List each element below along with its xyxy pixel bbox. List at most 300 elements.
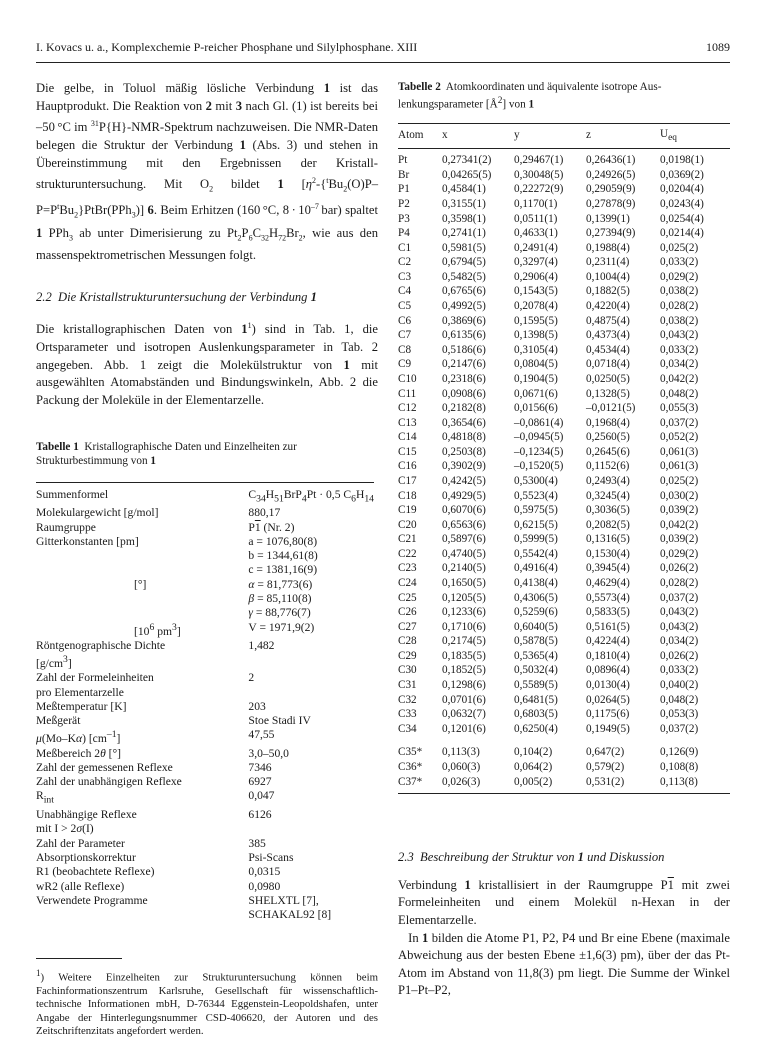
page-number: 1089 [706,40,730,54]
table1-row [36,728,374,746]
table2-row [398,299,730,314]
atom-label: C26 [398,606,417,619]
table2-cell: 0,2493(4) [586,474,630,487]
table2-cell: 0,2503(8) [442,445,486,458]
table1-label: mit I > 2σ(I) [36,822,94,836]
atom-label: C3 [398,270,412,283]
table2-cell: 0,026(3) [442,775,481,788]
table2-cell: 0,26436(1) [586,154,636,167]
atom-label: C33 [398,708,417,721]
table1-value: β = 85,110(8) [248,592,312,605]
table2-row [398,240,730,255]
table2-atom-coordinates [398,124,730,143]
table2-cell: 0,6135(6) [442,329,486,342]
table2-cell: 0,0254(4) [660,212,704,225]
table2-cell: –0,1520(5) [514,460,564,473]
table2-row [398,372,730,387]
table2-row [398,270,730,285]
table2-cell: 0,2182(8) [442,402,486,415]
atom-label: C14 [398,431,417,444]
table2-cell: 0,5833(5) [586,606,630,619]
table2-cell: 0,5259(6) [514,606,558,619]
table2-row [398,197,730,212]
table2-cell: 0,1233(6) [442,606,486,619]
table2-cell: 0,4818(8) [442,431,486,444]
table2-cell: 0,5032(4) [514,664,558,677]
table2-cell: 0,0632(7) [442,708,486,721]
table1-label: Unabhängige Reflexe [36,808,137,822]
table2-cell: 0,1710(6) [442,620,486,633]
table2-cell: 0,5365(4) [514,649,558,662]
table2-cell: 0,3105(4) [514,343,558,356]
table1-label: wR2 (alle Reflexe) [36,879,125,893]
table2-col-ueq: $U_{eq}$ [660,127,677,143]
table2-cell: 0,064(2) [514,760,553,773]
table1-row [36,606,374,620]
table2-row [398,430,730,445]
table1-label: $R_{int}$ [36,789,54,806]
table1-row [36,714,374,728]
footnote: $^1$) Weitere Einzelheiten zur Strukturuntersuchung können beim Fachinformationszentrum Karlsruhe, Gesellschaft für wissenschaftlich-technische Informationen mbH, D-76344 Eggenstein-Leopoldshafen, unter Angabe der Hinterlegungsnummer CSD-406620, der Autoren und des Zeitschriftenzitats angefordert werden. [36,968,378,1037]
table1-label: Zahl der unabhängigen Reflexe [36,775,182,789]
table2-cell: 0,6040(5) [514,620,558,633]
table2-cell: 0,0204(4) [660,183,704,196]
atom-label: C7 [398,329,412,342]
atom-label: C34 [398,722,417,735]
table1-row [36,789,374,808]
table2-cell: 0,3902(9) [442,460,486,473]
atom-label: C31 [398,679,417,692]
table2-cell: 0,1810(4) [586,649,630,662]
table2-col-x: x [442,129,448,142]
table1-value: α = 81,773(6) [248,577,313,591]
table2-cell: 0,1170(1) [514,197,558,210]
table1-label: Raumgruppe [36,520,96,534]
table2-cell: 0,0804(5) [514,358,558,371]
table2-cell: 0,4220(4) [586,300,630,313]
table1-row [36,592,374,606]
table2-row [398,517,730,532]
table2-cell: 0,4584(1) [442,183,486,196]
table2-cell: 0,038(2) [660,285,699,298]
table2-row [398,745,730,760]
table2-cell: 0,3654(6) [442,416,486,429]
table2-cell: 0,29059(9) [586,183,636,196]
table2-cell: 0,5186(6) [442,343,486,356]
table2-cell: –0,1234(5) [514,445,564,458]
table2-cell: 0,025(2) [660,241,699,254]
table2-cell: 0,113(3) [442,746,480,759]
table2-row [398,532,730,547]
table2-cell: 0,6803(5) [514,708,558,721]
table2-cell: 0,647(2) [586,746,625,759]
table2-cell: 0,126(9) [660,746,699,759]
table2-cell: 0,5542(4) [514,547,558,560]
table2-cell: 0,0701(6) [442,693,486,706]
table2-cell: 0,6563(6) [442,518,486,531]
table1-row [36,671,374,685]
table2-cell: 0,1399(1) [586,212,630,225]
table2-row [398,168,730,183]
table2-cell: –0,0945(5) [514,431,564,444]
atom-label: C22 [398,547,417,560]
atom-label: Pt [398,154,408,167]
table1-value [248,686,374,700]
table2-cell: 0,1968(4) [586,416,630,429]
table1-label [36,563,248,577]
table2-cell: 0,055(3) [660,402,699,415]
table2-cell: –0,0121(5) [586,402,636,415]
atom-label: C10 [398,372,417,385]
table1-value [248,653,374,671]
atom-label: C1 [398,241,412,254]
atom-label: C21 [398,533,417,546]
table2-cell: 0,2906(4) [514,270,558,283]
table1-label: Zahl der Parameter [36,836,125,850]
table2-header-row [398,124,730,143]
table2-cell: 0,1949(5) [586,722,630,735]
table1-value: SCHAKAL92 [8] [248,908,332,922]
table2-row [398,401,730,416]
table2-cell: 0,4633(1) [514,227,558,240]
table2-cell: 0,5981(5) [442,241,486,254]
table2-cell: 0,2491(4) [514,241,558,254]
atom-label: C32 [398,693,417,706]
atom-label: C23 [398,562,417,575]
table2-caption: Tabelle 2 Atomkoordinaten und äquivalente isotrope Auslenkungsparameter $[Å^2]$ von 1 [398,81,662,111]
table2-cell: 0,3869(6) [442,314,486,327]
atom-label: Br [398,168,410,181]
table1-label: Zahl der Formeleinheiten [36,671,154,685]
table2-cell: 0,0908(6) [442,387,486,400]
table1-row [36,880,374,894]
table2-cell: 0,1175(6) [586,708,630,721]
table2-row [398,211,730,226]
table2-cell: 0,1904(5) [514,372,558,385]
table2-cell: 0,1328(5) [586,387,630,400]
atom-label: C2 [398,256,412,269]
table1-label: Meßgerät [36,714,81,728]
table2-cell: 0,3297(4) [514,256,558,269]
table1-value: 3,0–50,0 [248,746,289,760]
table1-value: γ = 88,776(7) [248,606,311,620]
table1-value: 203 [248,699,266,713]
table1-label [36,908,248,922]
table2-cell: 0,5999(5) [514,533,558,546]
table1-value: V = 1971,9(2) [248,620,315,634]
table2-cell: 0,5482(5) [442,270,486,283]
table2-cell: 0,5975(5) [514,504,558,517]
table1-value: 0,047 [248,789,275,803]
table2-cell: 0,30048(5) [514,168,564,181]
section-heading-2-2: 2.2 Die Kristallstrukturuntersuchung der Verbindung 1 [36,290,317,305]
table2-row [398,415,730,430]
table1-value [248,822,374,836]
table2-cell: 0,4875(4) [586,314,630,327]
table2-cell: 0,1152(6) [586,460,630,473]
table2-cell: 0,040(2) [660,679,699,692]
table2-cell: 0,4373(4) [586,329,630,342]
table1-row [36,506,374,520]
table2-cell: 0,3598(1) [442,212,486,225]
table2-cell: 0,1398(5) [514,329,558,342]
table1-label: Röntgenographische Dichte [36,638,166,652]
structure-paragraph-2: In 1 bilden die Atome P1, P2, P4 und Br eine Ebene (maximale Abweichung aus der besten Ebene ±1,6(3) pm), über der das Pt-Atom im Abstand von 11,8(3) pm liegt. Die Summe der Winkel P1–Pt–P2, [398,930,730,998]
table2-cell: 0,4534(4) [586,343,630,356]
atom-label: C24 [398,577,417,590]
table1-label: Summenformel [36,487,109,501]
table2-row [398,488,730,503]
table2-cell: 0,025(2) [660,474,699,487]
table1-label: Absorptionskorrektur [36,850,136,864]
atom-label: C20 [398,518,417,531]
table2-body-solvent [398,745,730,789]
table1-value: Stoe Stadi IV [248,714,311,728]
table2-cell: 0,034(2) [660,635,699,648]
atom-label: C11 [398,387,417,400]
table2-cell: 0,22272(9) [514,183,564,196]
table2-cell: 0,033(2) [660,664,699,677]
table2-row [398,474,730,489]
table2-col-y: y [514,129,520,142]
table1-value: 880,17 [248,506,281,520]
table1-label: Verwendete Programme [36,893,148,907]
table2-row [398,634,730,649]
table1-row [36,865,374,879]
atom-label: C37* [398,775,423,788]
table2-cell: 0,1988(4) [586,241,630,254]
table2-cell: 0,037(2) [660,416,699,429]
table2-cell: 0,4138(4) [514,577,558,590]
atom-label: C25 [398,591,417,604]
table1-row [36,700,374,714]
table2-cell: 0,2318(6) [442,372,486,385]
table2-cell: 0,0369(2) [660,168,704,181]
table1-row [36,908,374,922]
table2-row [398,707,730,722]
table1-value: 7346 [248,760,272,774]
table2-col-atom: Atom [398,129,424,142]
atom-label: C12 [398,402,417,415]
atom-label: C35* [398,746,423,759]
table2-row [398,576,730,591]
table1-row [36,894,374,908]
table2-cell: 0,043(2) [660,620,699,633]
table1-label: Meßtemperatur [K] [36,699,127,713]
table2-cell: 0,29467(1) [514,154,564,167]
table2-cell: 0,2174(5) [442,635,486,648]
atom-label: P4 [398,227,410,240]
table2-row [398,547,730,562]
table1-value: 385 [248,836,266,850]
table2-row [398,722,730,737]
table2-row [398,328,730,343]
table2-row [398,313,730,328]
header-rule [36,62,730,63]
table2-header-rule [398,148,730,149]
table2-cell: 0,3155(1) [442,197,486,210]
table1-row [36,775,374,789]
table2-cell: 0,048(2) [660,693,699,706]
table1-value: c = 1381,16(9) [248,563,318,577]
atom-label: C27 [398,620,417,633]
table2-cell: 0,0511(1) [514,212,558,225]
table2-cell: 0,1543(5) [514,285,558,298]
table1-label: Molekulargewicht [g/mol] [36,506,159,520]
table2-cell: 0,1205(5) [442,591,486,604]
table1-label [36,549,248,563]
atom-label: C17 [398,474,417,487]
table2-cell: 0,026(2) [660,562,699,575]
table1-value: 0,0980 [248,879,281,893]
footnote-rule [36,958,122,959]
table2-cell: 0,4224(4) [586,635,630,648]
table2-cell: 0,5589(5) [514,679,558,692]
table2-row [398,459,730,474]
table2-cell: 0,6070(6) [442,504,486,517]
table2-cell: 0,2078(4) [514,300,558,313]
table2-cell: 0,3945(4) [586,562,630,575]
table2-cell: 0,005(2) [514,775,553,788]
table2-cell: 0,1882(5) [586,285,630,298]
table1-label: Zahl der gemessenen Reflexe [36,760,173,774]
table2-cell: 0,029(2) [660,270,699,283]
table2-cell: 0,0896(4) [586,664,630,677]
table2-cell: 0,039(2) [660,533,699,546]
table2-body [398,153,730,736]
table2-row [398,342,730,357]
table2-cell: 0,3245(4) [586,489,630,502]
table2-cell: 0,27341(2) [442,154,492,167]
atom-label: C15 [398,445,417,458]
crystallography-paragraph: Die kristallographischen Daten von $1^1$) sind in Tab. 1, die Ortsparameter und isotropen Auslenkungsparameter in Tab. 2 angegeben. Abb. 1 zeigt die Molekülstruktur von 1 mit ausgewählten Atomabständen und Bindungswinkeln, Abb. 2 die Packung der Moleküle in der Elementarzelle. [36,321,378,408]
table2-cell: 0,037(2) [660,722,699,735]
table1-row [36,578,374,592]
table2-cell: 0,24926(5) [586,168,636,181]
table1-label [36,606,248,620]
table2-cell: 0,026(2) [660,649,699,662]
table2-cell: 0,1201(6) [442,722,486,735]
table2-row [398,760,730,775]
table2-cell: 0,2082(5) [586,518,630,531]
table2-cell: 0,033(2) [660,256,699,269]
table1-row [36,621,374,639]
atom-label: P1 [398,183,410,196]
table1-value: 2 [248,671,255,685]
section-heading-2-3: 2.3 Beschreibung der Struktur von 1 und Diskussion [398,849,665,864]
table1-row [36,521,374,535]
table2-cell: 0,028(2) [660,300,699,313]
table2-row [398,182,730,197]
table2-cell: 0,061(3) [660,445,699,458]
atom-label: C5 [398,300,412,313]
table2-cell: 0,6794(5) [442,256,486,269]
atom-label: C19 [398,504,417,517]
table1-row [36,837,374,851]
table2-cell: 0,038(2) [660,314,699,327]
table1-label: pro Elementarzelle [36,685,124,699]
table2-cell: 0,037(2) [660,591,699,604]
table2-cell: 0,113(8) [660,775,698,788]
table2-cell: 0,4929(5) [442,489,486,502]
table2-cell: 0,061(3) [660,460,699,473]
table1-label: μ(Mo–Kα) $[cm^{-1}]$ [36,729,121,746]
table2-cell: 0,2645(6) [586,445,630,458]
table2-cell: 0,042(2) [660,518,699,531]
table2-row [398,445,730,460]
table2-row [398,774,730,789]
atom-label: P2 [398,197,410,210]
table2-row [398,663,730,678]
table2-row [398,284,730,299]
table1-row [36,686,374,700]
table1-value: 6927 [248,775,272,789]
table1-caption: Tabelle 1 Kristallographische Daten und Einzelheiten zur Strukturbestimmung von 1 [36,440,297,467]
table2-row [398,503,730,518]
table2-cell: 0,053(3) [660,708,699,721]
atom-label: C6 [398,314,412,327]
atom-label: C18 [398,489,417,502]
atom-label: C36* [398,760,423,773]
intro-paragraph: Die gelbe, in Toluol mäßig lösliche Verbindung 1 ist das Hauptprodukt. Die Reaktion von 2 mit 3 nach Gl. (1) ist bereits bei –50 °C im $^{31}$P{H}-NMR-Spektrum nachzuweisen. Die NMR-Daten belegen die Struktur der Verbindung 1 (Abs. 3) und stehen in Übereinstimmung mit den Ergebnissen der Kristallstrukturuntersuchung. Mit $O_2$ bildet 1 $[\eta^2-\{^tBu_2(O)P-P=P^tBu_2\}PtBr(PPh_3)]$ 6. Beim Erhitzen (160 °C, $8 \cdot 10^{-7}$ bar) spaltet 1 PPh$_3$ ab unter Dimerisierung zu $Pt_2P_6C_{32}H_{72}Br_2$, wie aus den massenspektrometrischen Messungen folgt. [36,81,379,262]
table2-cell: 0,27878(9) [586,197,636,210]
atom-label: C4 [398,285,412,298]
table2-cell: 0,2560(5) [586,431,630,444]
table2-cell: 0,029(2) [660,547,699,560]
table2-row [398,619,730,634]
table2-cell: 0,5878(5) [514,635,558,648]
table1-label: [$10^6$ $pm^3$] [134,621,181,638]
table2-cell: 0,5161(5) [586,620,630,633]
table2-cell: 0,1595(5) [514,314,558,327]
table2-cell: 0,5300(4) [514,474,558,487]
table2-row [398,692,730,707]
table2-cell: 0,048(2) [660,387,699,400]
running-title: I. Kovacs u. a., Komplexchemie P-reicher Phosphane und Silylphosphane. XIII [36,40,418,54]
table1-value: P1 (Nr. 2) [248,520,295,534]
table2-cell: 0,6215(5) [514,518,558,531]
table1-row [36,563,374,577]
table1-label: Gitterkonstanten [pm] [36,534,139,548]
table2-cell: 0,5573(4) [586,591,630,604]
running-header [36,40,730,55]
table1-value: Psi-Scans [248,850,294,864]
table2-cell: 0,1650(5) [442,577,486,590]
table1-row [36,535,374,549]
table2-cell: 0,039(2) [660,504,699,517]
atom-label: C28 [398,635,417,648]
table2-cell: 0,0671(6) [514,387,558,400]
table2-cell: 0,108(8) [660,760,699,773]
table2-cell: 0,0214(4) [660,227,704,240]
table2-cell: 0,4306(5) [514,591,558,604]
table1-row [36,653,374,671]
right-column [398,80,730,1000]
table1-label: $[g/cm^3]$ [36,654,72,670]
table2-cell: 0,579(2) [586,760,625,773]
table2-cell: 0,033(2) [660,343,699,356]
table1-row [36,761,374,775]
table2-cell: 0,531(2) [586,775,625,788]
table2-cell: 0,060(3) [442,760,481,773]
table2-cell: 0,1852(5) [442,664,486,677]
table1-row [36,851,374,865]
table2-cell: 0,4916(4) [514,562,558,575]
table1-row [36,822,374,836]
atom-label: P3 [398,212,410,225]
table1-row [36,747,374,761]
table2-cell: 0,1298(6) [442,679,486,692]
